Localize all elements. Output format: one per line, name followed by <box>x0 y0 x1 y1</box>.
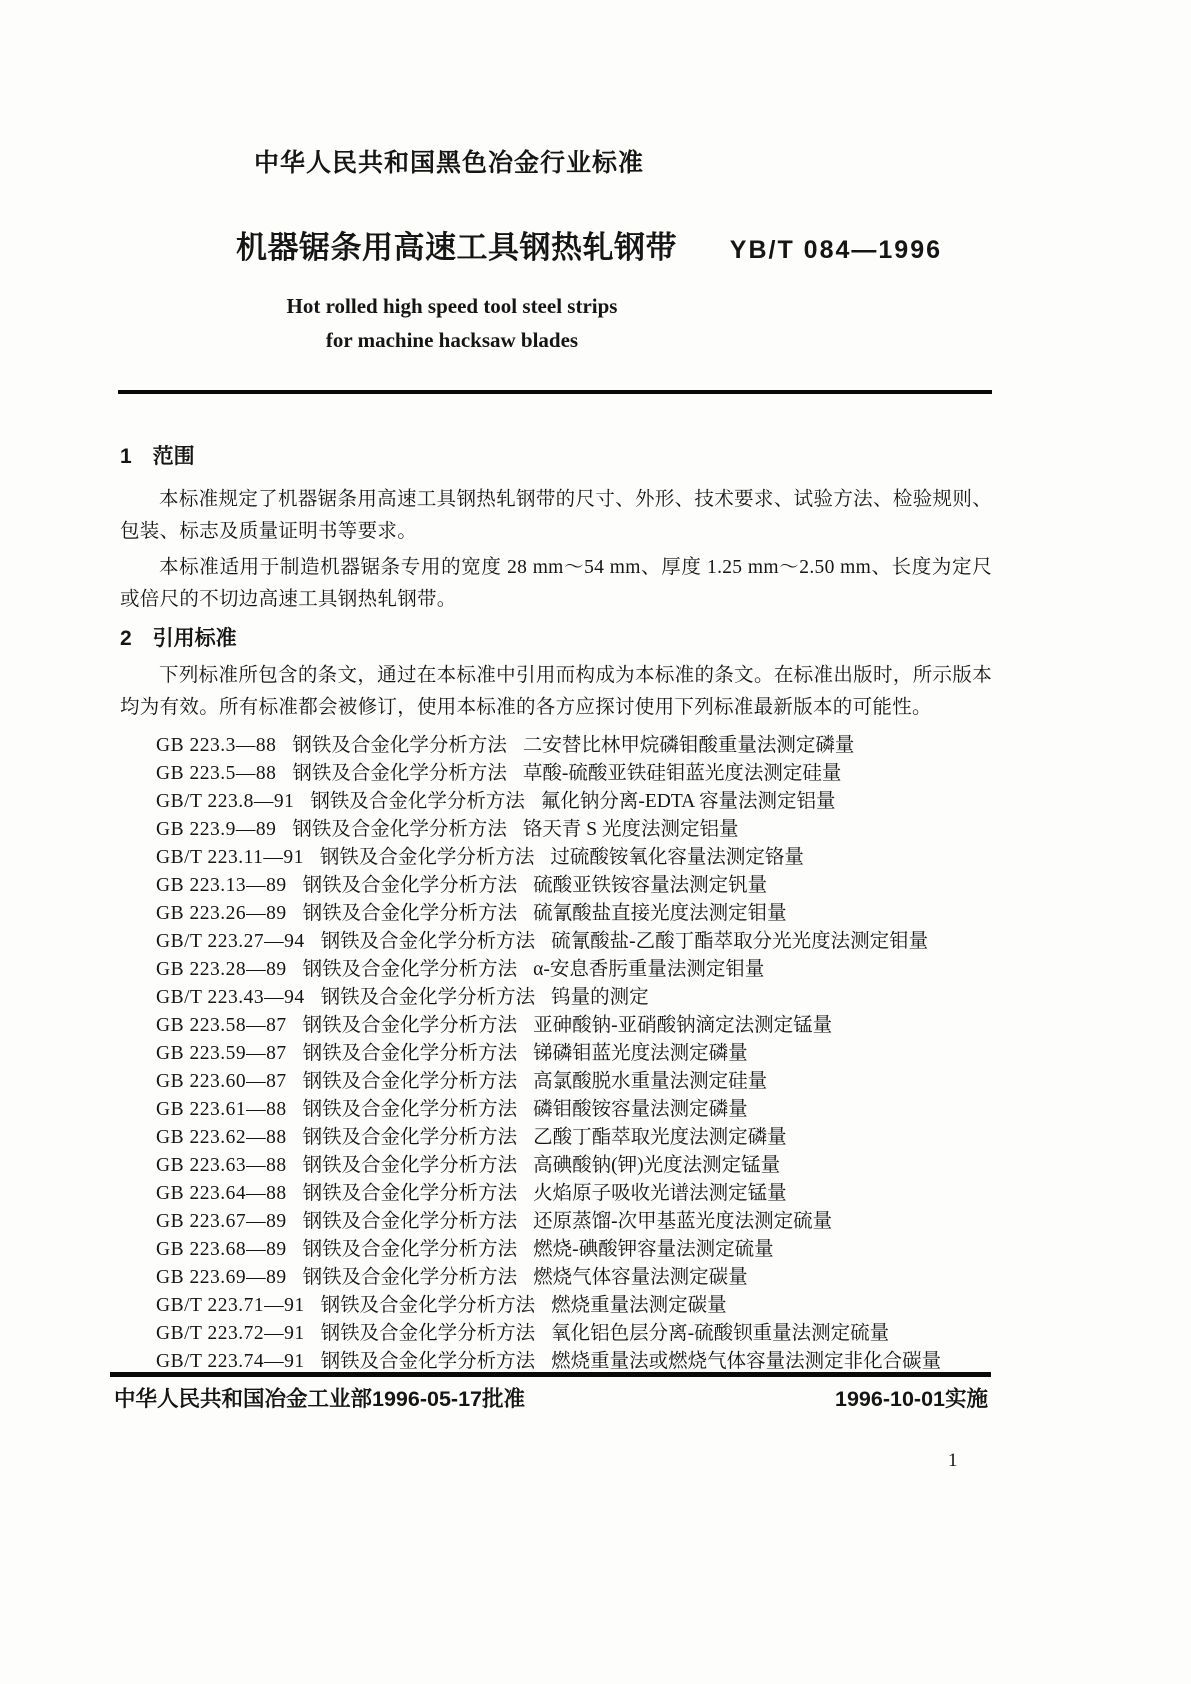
standard-category: 钢铁及合金化学分析方法 <box>302 1042 518 1064</box>
page-number: 1 <box>948 1450 958 1471</box>
standard-method: 燃烧气体容量法测定碳量 <box>533 1266 748 1288</box>
standard-category: 钢铁及合金化学分析方法 <box>302 1070 518 1092</box>
standard-reference-item <box>156 956 992 984</box>
document-content <box>120 0 992 1376</box>
standard-method: 燃烧重量法测定碳量 <box>551 1294 727 1316</box>
standard-code: GB 223.28—89 <box>156 958 287 980</box>
standard-category: 钢铁及合金化学分析方法 <box>302 1098 518 1120</box>
standard-method: 火焰原子吸收光谱法测定锰量 <box>533 1182 787 1204</box>
header-divider <box>118 390 992 394</box>
standard-category: 钢铁及合金化学分析方法 <box>320 1322 536 1344</box>
referenced-standards-list <box>156 732 992 1376</box>
standard-category: 钢铁及合金化学分析方法 <box>302 1210 518 1232</box>
standard-reference-item <box>156 1096 992 1124</box>
standard-code: GB 223.61—88 <box>156 1098 287 1120</box>
standard-method: 高碘酸钠(钾)光度法测定锰量 <box>533 1154 781 1176</box>
document-title: 机器锯条用高速工具钢热轧钢带 <box>236 230 677 265</box>
standard-method: 二安替比林甲烷磷钼酸重量法测定磷量 <box>522 734 855 756</box>
standard-reference-item <box>156 788 992 816</box>
standard-method: 硫氰酸盐直接光度法测定钼量 <box>533 902 787 924</box>
standard-code: GB/T 223.8—91 <box>156 790 295 812</box>
standard-code: GB 223.9—89 <box>156 818 277 840</box>
standard-method: 亚砷酸钠-亚硝酸钠滴定法测定锰量 <box>533 1014 833 1036</box>
standard-method: 草酸-硫酸亚铁硅钼蓝光度法测定硅量 <box>522 762 842 784</box>
standard-code: GB/T 223.27—94 <box>156 930 305 952</box>
standard-code: GB 223.26—89 <box>156 902 287 924</box>
standard-number: YB/T 084—1996 <box>729 236 942 264</box>
standard-reference-item <box>156 1320 992 1348</box>
standard-category: 钢铁及合金化学分析方法 <box>302 1182 518 1204</box>
standard-reference-item <box>156 1152 992 1180</box>
standard-reference-item <box>156 1040 992 1068</box>
standard-category-header: 中华人民共和国黑色冶金行业标准 <box>254 149 645 177</box>
standard-category: 钢铁及合金化学分析方法 <box>320 1350 536 1372</box>
standard-reference-item <box>156 1124 992 1152</box>
footer-divider <box>110 1372 991 1377</box>
standard-method: 磷钼酸铵容量法测定磷量 <box>533 1098 748 1120</box>
standard-method: 硫氰酸盐-乙酸丁酯萃取分光光度法测定钼量 <box>551 930 929 952</box>
standard-method: 还原蒸馏-次甲基蓝光度法测定硫量 <box>533 1210 833 1232</box>
standard-reference-item <box>156 984 992 1012</box>
standard-reference-item <box>156 872 992 900</box>
standard-reference-item <box>156 816 992 844</box>
english-title-line2: for machine hacksaw blades <box>325 327 579 352</box>
scope-paragraph-1: 本标准规定了机器锯条用高速工具钢热轧钢带的尺寸、外形、技术要求、试验方法、检验规则、包装、标志及质量证明书等要求。 <box>120 488 992 542</box>
standard-reference-item <box>156 1012 992 1040</box>
standard-reference-item <box>156 760 992 788</box>
english-title-line1: Hot rolled high speed tool steel strips <box>286 293 618 318</box>
standard-method: 氧化铝色层分离-硫酸钡重量法测定硫量 <box>551 1322 890 1344</box>
standard-category: 钢铁及合金化学分析方法 <box>302 1014 518 1036</box>
standard-code: GB/T 223.74—91 <box>156 1350 305 1372</box>
standard-code: GB 223.68—89 <box>156 1238 287 1260</box>
standard-category: 钢铁及合金化学分析方法 <box>302 874 518 896</box>
standard-category: 钢铁及合金化学分析方法 <box>302 958 518 980</box>
standard-category: 钢铁及合金化学分析方法 <box>292 762 507 784</box>
standard-category: 钢铁及合金化学分析方法 <box>320 986 536 1008</box>
standard-reference-item <box>156 900 992 928</box>
standard-category: 钢铁及合金化学分析方法 <box>292 734 507 756</box>
standard-category: 钢铁及合金化学分析方法 <box>319 846 535 868</box>
standard-method: 氟化钠分离-EDTA 容量法测定铝量 <box>540 790 836 812</box>
section-references-heading: 2 引用标准 <box>120 626 237 650</box>
standard-method: 过硫酸铵氧化容量法测定铬量 <box>550 846 804 868</box>
footer-row <box>0 1387 1191 1413</box>
standard-code: GB 223.3—88 <box>156 734 277 756</box>
standard-reference-item <box>156 844 992 872</box>
standard-code: GB 223.64—88 <box>156 1182 287 1204</box>
page-footer <box>0 1372 1191 1471</box>
references-intro-paragraph: 下列标准所包含的条文，通过在本标准中引用而构成为本标准的条文。在标准出版时，所示版本均为有效。所有标准都会被修订，使用本标准的各方应探讨使用下列标准最新版本的可能性。 <box>120 664 992 718</box>
standard-category: 钢铁及合金化学分析方法 <box>302 1238 518 1260</box>
standard-method: 钨量的测定 <box>551 986 649 1008</box>
standard-category: 钢铁及合金化学分析方法 <box>320 1294 536 1316</box>
standard-reference-item <box>156 1264 992 1292</box>
standard-reference-item <box>156 1208 992 1236</box>
standard-reference-item <box>156 1292 992 1320</box>
standard-code: GB/T 223.43—94 <box>156 986 305 1008</box>
standard-category: 钢铁及合金化学分析方法 <box>302 902 518 924</box>
standard-reference-item <box>156 1236 992 1264</box>
standard-code: GB 223.58—87 <box>156 1014 287 1036</box>
standard-code: GB 223.60—87 <box>156 1070 287 1092</box>
standard-method: 燃烧重量法或燃烧气体容量法测定非化合碳量 <box>551 1350 942 1372</box>
standard-code: GB 223.69—89 <box>156 1266 287 1288</box>
standard-method: 乙酸丁酯萃取光度法测定磷量 <box>533 1126 787 1148</box>
standard-code: GB 223.5—88 <box>156 762 277 784</box>
standard-code: GB 223.62—88 <box>156 1126 287 1148</box>
standard-code: GB/T 223.71—91 <box>156 1294 305 1316</box>
standard-code: GB 223.59—87 <box>156 1042 287 1064</box>
standard-category: 钢铁及合金化学分析方法 <box>302 1154 518 1176</box>
standard-method: α-安息香肟重量法测定钼量 <box>533 958 765 980</box>
standard-method: 高氯酸脱水重量法测定硅量 <box>533 1070 768 1092</box>
standard-category: 钢铁及合金化学分析方法 <box>310 790 525 812</box>
standard-reference-item <box>156 1068 992 1096</box>
standard-reference-item <box>156 732 992 760</box>
scope-paragraph-2: 本标准适用于制造机器锯条专用的宽度 28 mm～54 mm、厚度 1.25 mm～2.50 mm、长度为定尺或倍尺的不切边高速工具钢热轧钢带。 <box>120 556 992 610</box>
standard-category: 钢铁及合金化学分析方法 <box>292 818 507 840</box>
standard-reference-item <box>156 928 992 956</box>
standard-category: 钢铁及合金化学分析方法 <box>302 1266 518 1288</box>
approval-statement: 中华人民共和国冶金工业部1996-05-17批准 <box>114 1387 525 1411</box>
standard-code: GB 223.63—88 <box>156 1154 287 1176</box>
standard-method: 硫酸亚铁铵容量法测定钒量 <box>533 874 768 896</box>
standard-method: 锑磷钼蓝光度法测定磷量 <box>533 1042 748 1064</box>
standard-method: 燃烧-碘酸钾容量法测定硫量 <box>533 1238 774 1260</box>
title-row <box>120 230 992 266</box>
standard-reference-item <box>156 1180 992 1208</box>
standard-code: GB 223.67—89 <box>156 1210 287 1232</box>
implementation-date: 1996-10-01实施 <box>835 1387 988 1411</box>
standard-code: GB/T 223.72—91 <box>156 1322 305 1344</box>
standard-code: GB 223.13—89 <box>156 874 287 896</box>
standard-category: 钢铁及合金化学分析方法 <box>302 1126 518 1148</box>
section-scope-heading: 1 范围 <box>120 444 195 468</box>
standard-category: 钢铁及合金化学分析方法 <box>320 930 536 952</box>
standard-method: 铬天青 S 光度法测定铝量 <box>522 818 739 840</box>
standard-code: GB/T 223.11—91 <box>156 846 304 868</box>
